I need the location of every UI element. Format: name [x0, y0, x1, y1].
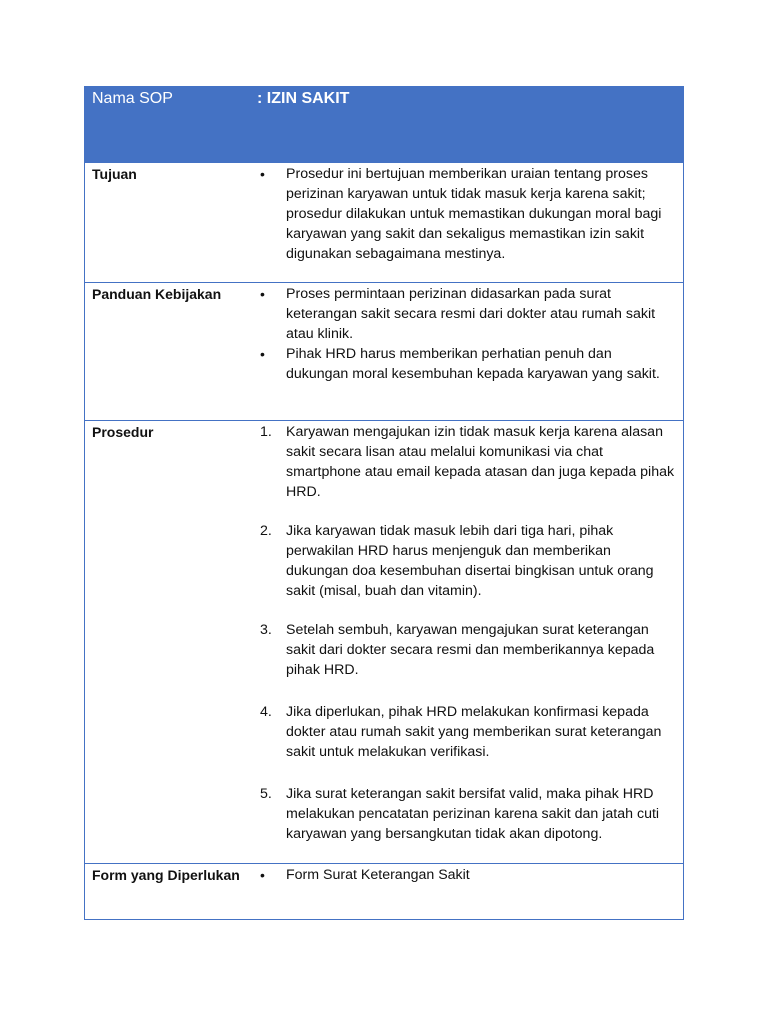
step-number: 3. — [260, 622, 272, 638]
list-item-text: Proses permintaan perizinan didasarkan pada surat keterangan sakit secara resmi dari dokter atau rumah sakit atau klinik. — [286, 286, 656, 342]
tujuan-row — [85, 162, 683, 282]
bullet-icon: • — [260, 166, 265, 182]
list-item — [254, 164, 675, 264]
list-item-text: Karyawan mengajukan izin tidak masuk kerja karena alasan sakit secara lisan atau melalui komunikasi via chat smartphone atau email kepada atasan dan juga kepada pihak HRD. — [286, 424, 675, 500]
tujuan-content — [251, 163, 683, 282]
step-number: 1. — [260, 424, 272, 440]
bullet-icon: • — [260, 286, 265, 302]
panduan-label: Panduan Kebijakan — [92, 286, 222, 302]
step-number: 5. — [260, 786, 272, 802]
tujuan-list — [254, 164, 675, 264]
prosedur-label: Prosedur — [92, 424, 154, 440]
bullet-icon: • — [260, 867, 265, 883]
prosedur-row — [85, 420, 683, 863]
list-item — [254, 865, 675, 885]
list-item-text: Setelah sembuh, karyawan mengajukan surat keterangan sakit dari dokter secara resmi dan memberikannya kepada pihak HRD. — [286, 622, 655, 678]
sop-name-value: : IZIN SAKIT — [257, 90, 350, 107]
sop-table — [84, 86, 684, 920]
sop-header-row — [85, 87, 683, 162]
list-item-text: Prosedur ini bertujuan memberikan uraian tentang proses perizinan karyawan untuk tidak masuk kerja karena sakit; prosedur dilakukan untuk memastikan dukungan moral bagi karyawan yang sakit dan sekaligus memastikan izin sakit digunakan sebagaimana mestinya. — [286, 166, 662, 262]
panduan-row — [85, 282, 683, 420]
sop-name-label: Nama SOP — [92, 90, 173, 107]
list-item-text: Jika surat keterangan sakit bersifat valid, maka pihak HRD melakukan pencatatan perizinan karena sakit dan jatah cuti karyawan yang bersangkutan tidak akan dipotong. — [286, 786, 660, 842]
list-item-text: Jika karyawan tidak masuk lebih dari tiga hari, pihak perwakilan HRD harus menjenguk dan memberikan dukungan doa kesembuhan disertai bingkisan untuk orang sakit (misal, buah dan vitamin). — [286, 523, 654, 599]
form-label: Form yang Diperlukan — [92, 867, 240, 883]
list-item — [254, 521, 675, 601]
tujuan-label: Tujuan — [92, 166, 137, 182]
list-item — [254, 784, 675, 844]
list-item-text: Pihak HRD harus memberikan perhatian penuh dan dukungan moral kesembuhan kepada karyawan yang sakit. — [286, 346, 660, 382]
panduan-list — [254, 284, 675, 384]
form-list — [254, 865, 675, 885]
bullet-icon: • — [260, 346, 265, 362]
panduan-content — [251, 283, 683, 420]
list-item — [254, 344, 675, 384]
list-item — [254, 620, 675, 680]
step-number: 4. — [260, 704, 272, 720]
list-item — [254, 702, 675, 762]
prosedur-content — [251, 421, 683, 863]
list-item-text: Jika diperlukan, pihak HRD melakukan konfirmasi kepada dokter atau rumah sakit yang memberikan surat keterangan sakit untuk melakukan verifikasi. — [286, 704, 662, 760]
prosedur-list — [254, 422, 675, 844]
list-item — [254, 422, 675, 502]
form-content — [251, 864, 683, 919]
list-item — [254, 284, 675, 344]
form-row — [85, 863, 683, 919]
list-item-text: Form Surat Keterangan Sakit — [286, 867, 470, 883]
step-number: 2. — [260, 523, 272, 539]
